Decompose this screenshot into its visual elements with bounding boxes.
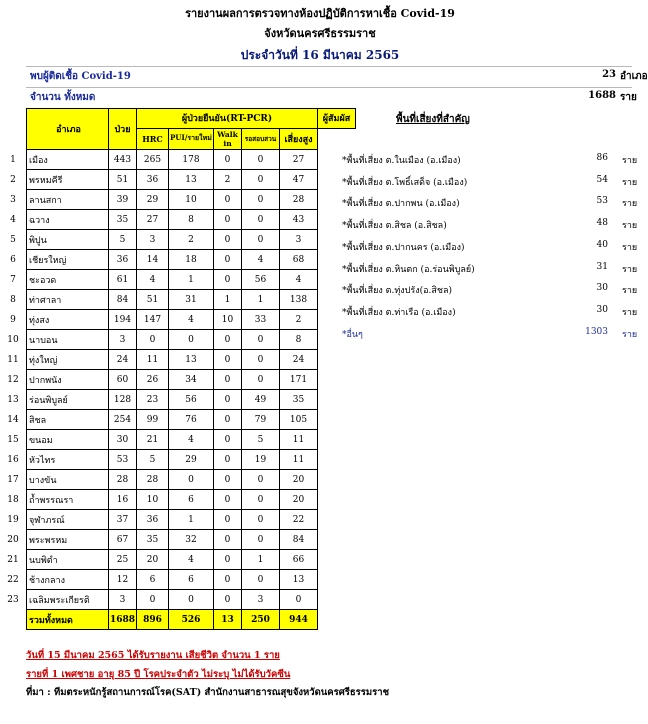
risk-area-label: *พื้นที่เสี่ยง ต.ปากพน (อ.เมือง): [342, 199, 460, 210]
table-row: [0, 470, 356, 490]
summary-value: 1688: [588, 90, 616, 101]
row-hrc: 20: [137, 550, 169, 570]
row-number: 7: [10, 274, 16, 285]
risk-area-value: 54: [596, 174, 608, 185]
row-pending: 0: [242, 510, 280, 530]
source-note: ที่มา : ทีมตระหนักรู้สถานการณ์โรค(SAT) สำนักงานสาธารณสุขจังหวัดนครศรีธรรมราช: [26, 687, 390, 698]
summary-unit: อำเภอ: [620, 71, 648, 82]
row-high-risk: 105: [280, 410, 318, 430]
row-number: 3: [10, 194, 16, 205]
total-pending: 250: [242, 610, 280, 630]
table-row: [0, 250, 356, 270]
row-hrc: 6: [137, 570, 169, 590]
row-pui: 4: [169, 550, 214, 570]
row-district: บางขัน: [27, 470, 109, 490]
row-pending: 19: [242, 450, 280, 470]
header-district: อำเภอ: [27, 109, 109, 150]
row-walkin: 0: [214, 470, 242, 490]
row-walkin: 0: [214, 530, 242, 550]
row-patients: 12: [109, 570, 137, 590]
row-hrc: 147: [137, 310, 169, 330]
table-row: [0, 190, 356, 210]
row-walkin: 2: [214, 170, 242, 190]
row-number: 4: [10, 214, 16, 225]
row-pui: 1: [169, 270, 214, 290]
table-row: [0, 410, 356, 430]
row-walkin: 0: [214, 430, 242, 450]
row-district: เมือง: [27, 150, 109, 170]
summary-row-districts: [26, 66, 648, 86]
row-patients: 84: [109, 290, 137, 310]
row-patients: 39: [109, 190, 137, 210]
row-number: 21: [7, 554, 19, 565]
row-patients: 24: [109, 350, 137, 370]
risk-area-label: *พื้นที่เสี่ยง ต.ท่าเรือ (อ.เมือง): [342, 307, 456, 318]
risk-areas-header: พื้นที่เสี่ยงที่สำคัญ: [396, 114, 470, 125]
row-number: 5: [10, 234, 16, 245]
report-province: จังหวัดนครศรีธรรมราช: [264, 27, 376, 40]
row-district: เชียรใหญ่: [27, 250, 109, 270]
row-hrc: 23: [137, 390, 169, 410]
row-patients: 67: [109, 530, 137, 550]
total-high-risk: 944: [280, 610, 318, 630]
row-walkin: 0: [214, 490, 242, 510]
row-district: ทุ่งใหญ่: [27, 350, 109, 370]
table-row: [0, 210, 356, 230]
risk-area-unit: ราย: [622, 329, 638, 340]
table-row: [0, 590, 356, 610]
header-hrc: HRC: [137, 128, 169, 149]
row-walkin: 10: [214, 310, 242, 330]
row-pui: 178: [169, 150, 214, 170]
table-row: [0, 290, 356, 310]
row-walkin: 0: [214, 330, 242, 350]
row-district: ปากพนัง: [27, 370, 109, 390]
row-district: พรหมคีรี: [27, 170, 109, 190]
table-row: [0, 330, 356, 350]
row-number: 22: [7, 574, 19, 585]
risk-area-value: 53: [596, 196, 608, 207]
row-hrc: 10: [137, 490, 169, 510]
death-case-detail: รายที่ 1 เพศชาย อายุ 85 ปี โรคประจำตัว ไม่ระบุ ไม่ได้รับวัคซีน: [26, 669, 291, 680]
row-high-risk: 28: [280, 190, 318, 210]
row-pui: 56: [169, 390, 214, 410]
row-patients: 60: [109, 370, 137, 390]
row-pending: 56: [242, 270, 280, 290]
summary-value: 23: [602, 69, 616, 80]
row-number: 11: [7, 354, 19, 365]
row-pending: 33: [242, 310, 280, 330]
row-walkin: 0: [214, 510, 242, 530]
row-high-risk: 0: [280, 590, 318, 610]
row-district: ท่าศาลา: [27, 290, 109, 310]
row-patients: 51: [109, 170, 137, 190]
row-pui: 4: [169, 310, 214, 330]
row-district: ช้างกลาง: [27, 570, 109, 590]
row-pending: 4: [242, 250, 280, 270]
row-number: 23: [7, 594, 19, 605]
row-patients: 194: [109, 310, 137, 330]
header-contact-group: ผู้สัมผัส: [318, 109, 356, 129]
row-pending: 0: [242, 470, 280, 490]
risk-area-value: 31: [596, 261, 608, 272]
row-hrc: 4: [137, 270, 169, 290]
total-hrc: 896: [137, 610, 169, 630]
row-hrc: 51: [137, 290, 169, 310]
row-hrc: 27: [137, 210, 169, 230]
row-pending: 0: [242, 330, 280, 350]
total-label: รวมทั้งหมด: [27, 610, 109, 630]
row-pending: 0: [242, 530, 280, 550]
row-district: ถ้ำพรรณรา: [27, 490, 109, 510]
row-walkin: 0: [214, 150, 242, 170]
table-row: [0, 490, 356, 510]
row-number: 9: [10, 314, 16, 325]
row-walkin: 0: [214, 190, 242, 210]
risk-area-label: *พื้นที่เสี่ยง ต.ทุ่งปรัง(อ.สิชล): [342, 286, 452, 297]
row-patients: 37: [109, 510, 137, 530]
row-district: พระพรหม: [27, 530, 109, 550]
risk-area-unit: ราย: [622, 264, 638, 275]
header-walkin: Walk in: [214, 128, 242, 149]
row-patients: 254: [109, 410, 137, 430]
row-high-risk: 22: [280, 510, 318, 530]
row-pui: 0: [169, 330, 214, 350]
table-row: [0, 230, 356, 250]
death-report-note: วันที่ 15 มีนาคม 2565 ได้รับรายงาน เสียชีวิต จำนวน 1 ราย: [26, 650, 280, 661]
row-hrc: 26: [137, 370, 169, 390]
row-pui: 4: [169, 430, 214, 450]
row-high-risk: 20: [280, 470, 318, 490]
row-pending: 5: [242, 430, 280, 450]
row-hrc: 36: [137, 170, 169, 190]
row-hrc: 265: [137, 150, 169, 170]
report-date: ประจำวันที่ 16 มีนาคม 2565: [240, 48, 400, 62]
row-district: พิปูน: [27, 230, 109, 250]
row-district: ขนอม: [27, 430, 109, 450]
row-district: นาบอน: [27, 330, 109, 350]
table-row: [0, 550, 356, 570]
row-pui: 8: [169, 210, 214, 230]
row-pui: 31: [169, 290, 214, 310]
risk-area-value: 48: [596, 218, 608, 229]
row-district: ฉวาง: [27, 210, 109, 230]
row-pui: 13: [169, 350, 214, 370]
risk-area-value: 1303: [585, 326, 608, 337]
risk-area-label: *พื้นที่เสี่ยง ต.ในเมือง (อ.เมือง): [342, 156, 461, 166]
row-walkin: 0: [214, 550, 242, 570]
row-hrc: 29: [137, 190, 169, 210]
risk-area-unit: ราย: [622, 242, 638, 253]
row-pending: 0: [242, 230, 280, 250]
row-patients: 128: [109, 390, 137, 410]
row-patients: 61: [109, 270, 137, 290]
header-confirmed-group: ผู้ป่วยยืนยัน(RT-PCR): [137, 109, 318, 129]
row-number: 19: [7, 514, 19, 525]
header-pending: รอสอบสวน: [242, 128, 280, 149]
row-high-risk: 20: [280, 490, 318, 510]
row-patients: 3: [109, 330, 137, 350]
row-number: 13: [7, 394, 19, 405]
row-number: 14: [7, 414, 19, 425]
risk-area-item: [342, 302, 642, 323]
table-row: [0, 310, 356, 330]
row-walkin: 0: [214, 210, 242, 230]
row-walkin: 0: [214, 350, 242, 370]
total-walkin: 13: [214, 610, 242, 630]
row-walkin: 0: [214, 390, 242, 410]
district-table: [0, 108, 356, 630]
row-pending: 0: [242, 170, 280, 190]
row-pending: 0: [242, 490, 280, 510]
row-number: 17: [7, 474, 19, 485]
row-high-risk: 13: [280, 570, 318, 590]
row-pui: 34: [169, 370, 214, 390]
row-walkin: 0: [214, 450, 242, 470]
risk-area-unit: ราย: [622, 177, 638, 188]
row-hrc: 28: [137, 470, 169, 490]
row-pui: 29: [169, 450, 214, 470]
row-walkin: 0: [214, 250, 242, 270]
row-walkin: 0: [214, 570, 242, 590]
row-high-risk: 27: [280, 150, 318, 170]
row-district: ลานสกา: [27, 190, 109, 210]
summary-label: จำนวน ทั้งหมด: [30, 92, 96, 103]
table-row: [0, 570, 356, 590]
risk-area-item: [342, 280, 642, 301]
row-district: ร่อนพิบูลย์: [27, 390, 109, 410]
row-pending: 3: [242, 590, 280, 610]
row-pending: 0: [242, 150, 280, 170]
table-row: [0, 370, 356, 390]
row-number: 10: [7, 334, 19, 345]
risk-area-label: *พื้นที่เสี่ยง ต.โพธิ์เสด็จ (อ.เมือง): [342, 177, 468, 188]
row-high-risk: 2: [280, 310, 318, 330]
risk-area-unit: ราย: [622, 156, 638, 166]
summary-unit: ราย: [620, 92, 637, 103]
row-pending: 49: [242, 390, 280, 410]
header-pui: PUI/รายใหม่: [169, 128, 214, 149]
row-pui: 32: [169, 530, 214, 550]
risk-area-value: 40: [596, 239, 608, 250]
row-walkin: 0: [214, 370, 242, 390]
row-walkin: 1: [214, 290, 242, 310]
row-pending: 79: [242, 410, 280, 430]
risk-area-unit: ราย: [622, 221, 638, 232]
row-number: 12: [7, 374, 19, 385]
table-row: [0, 450, 356, 470]
row-hrc: 36: [137, 510, 169, 530]
row-pui: 1: [169, 510, 214, 530]
row-pending: 0: [242, 570, 280, 590]
table-row: [0, 510, 356, 530]
risk-area-value: 86: [596, 153, 608, 163]
row-high-risk: 68: [280, 250, 318, 270]
row-patients: 30: [109, 430, 137, 450]
summary-row-total: [26, 87, 637, 107]
row-hrc: 14: [137, 250, 169, 270]
table-row: [0, 350, 356, 370]
table-row: [0, 270, 356, 290]
risk-area-label: *พื้นที่เสี่ยง ต.หินตก (อ.ร่อนพิบูลย์): [342, 264, 475, 275]
risk-area-unit: ราย: [622, 307, 638, 318]
row-high-risk: 3: [280, 230, 318, 250]
row-high-risk: 35: [280, 390, 318, 410]
row-district: หัวไทร: [27, 450, 109, 470]
row-pui: 18: [169, 250, 214, 270]
row-high-risk: 8: [280, 330, 318, 350]
total-pui: 526: [169, 610, 214, 630]
row-pui: 0: [169, 590, 214, 610]
row-high-risk: 4: [280, 270, 318, 290]
row-district: จุฬาภรณ์: [27, 510, 109, 530]
risk-area-label: *พื้นที่เสี่ยง ต.สิชล (อ.สิชล): [342, 221, 447, 232]
table-row: [0, 150, 356, 170]
row-pending: 0: [242, 190, 280, 210]
row-hrc: 3: [137, 230, 169, 250]
row-hrc: 35: [137, 530, 169, 550]
row-high-risk: 43: [280, 210, 318, 230]
row-number: 2: [10, 174, 16, 185]
row-district: นบพิตำ: [27, 550, 109, 570]
row-walkin: 0: [214, 270, 242, 290]
row-patients: 3: [109, 590, 137, 610]
risk-area-item: [342, 150, 642, 171]
row-number: 15: [7, 434, 19, 445]
row-district: สิชล: [27, 410, 109, 430]
risk-area-unit: ราย: [622, 199, 638, 210]
row-high-risk: 47: [280, 170, 318, 190]
table-row: [0, 430, 356, 450]
risk-area-unit: ราย: [622, 286, 638, 297]
row-pending: 0: [242, 350, 280, 370]
row-high-risk: 11: [280, 450, 318, 470]
row-pending: 1: [242, 550, 280, 570]
risk-area-label: *อื่นๆ: [342, 329, 363, 340]
row-pui: 6: [169, 570, 214, 590]
risk-area-item: [342, 172, 642, 193]
row-hrc: 0: [137, 590, 169, 610]
row-district: ทุ่งสง: [27, 310, 109, 330]
table-row: [0, 170, 356, 190]
risk-area-value: 30: [596, 304, 608, 315]
row-hrc: 21: [137, 430, 169, 450]
row-district: ชะอวด: [27, 270, 109, 290]
row-pui: 0: [169, 470, 214, 490]
row-high-risk: 11: [280, 430, 318, 450]
row-high-risk: 171: [280, 370, 318, 390]
risk-area-item: [342, 259, 642, 280]
risk-area-other: [342, 324, 642, 345]
row-high-risk: 138: [280, 290, 318, 310]
row-walkin: 0: [214, 590, 242, 610]
row-patients: 5: [109, 230, 137, 250]
summary-label: พบผู้ติดเชื้อ Covid-19: [30, 71, 131, 82]
total-patients: 1688: [109, 610, 137, 630]
row-number: 16: [7, 454, 19, 465]
row-hrc: 5: [137, 450, 169, 470]
row-pui: 13: [169, 170, 214, 190]
row-patients: 36: [109, 250, 137, 270]
row-number: 20: [7, 534, 19, 545]
risk-area-value: 30: [596, 283, 608, 294]
header-patients: ป่วย: [109, 109, 137, 150]
row-patients: 28: [109, 470, 137, 490]
row-patients: 443: [109, 150, 137, 170]
row-hrc: 99: [137, 410, 169, 430]
row-high-risk: 84: [280, 530, 318, 550]
row-patients: 16: [109, 490, 137, 510]
row-number: 18: [7, 494, 19, 505]
table-row: [0, 390, 356, 410]
row-high-risk: 24: [280, 350, 318, 370]
row-number: 8: [10, 294, 16, 305]
row-hrc: 0: [137, 330, 169, 350]
row-pui: 76: [169, 410, 214, 430]
row-patients: 53: [109, 450, 137, 470]
row-high-risk: 66: [280, 550, 318, 570]
header-high-risk: เสี่ยงสูง: [280, 128, 318, 149]
row-number: 6: [10, 254, 16, 265]
row-patients: 25: [109, 550, 137, 570]
row-pui: 2: [169, 230, 214, 250]
row-walkin: 0: [214, 410, 242, 430]
row-district: เฉลิมพระเกียรติ: [27, 590, 109, 610]
table-row: [0, 530, 356, 550]
risk-area-label: *พื้นที่เสี่ยง ต.ปากนคร (อ.เมือง): [342, 242, 465, 253]
risk-area-item: [342, 193, 642, 214]
row-pui: 6: [169, 490, 214, 510]
row-hrc: 11: [137, 350, 169, 370]
risk-area-item: [342, 237, 642, 258]
report-title: รายงานผลการตรวจทางห้องปฏิบัติการหาเชื้อ Covid-19: [185, 7, 455, 20]
row-walkin: 0: [214, 230, 242, 250]
row-pending: 0: [242, 210, 280, 230]
row-pending: 0: [242, 370, 280, 390]
row-patients: 35: [109, 210, 137, 230]
row-number: 1: [10, 154, 16, 165]
row-pending: 1: [242, 290, 280, 310]
risk-area-item: [342, 215, 642, 236]
row-pui: 10: [169, 190, 214, 210]
